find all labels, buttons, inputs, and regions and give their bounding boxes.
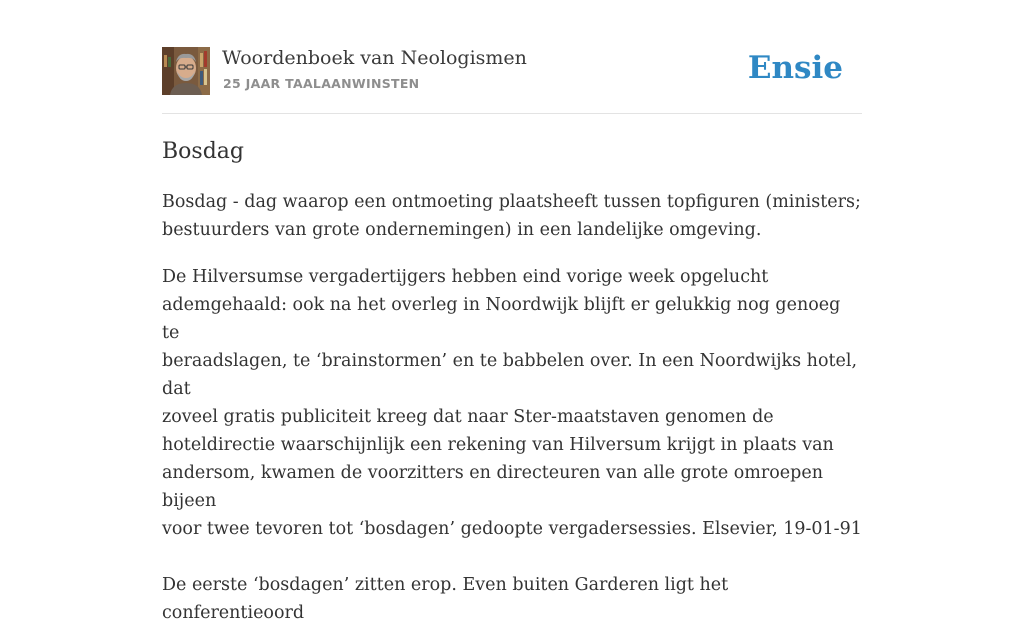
quote-paragraph [162, 571, 862, 627]
text-line: De eerste ‘bosdagen’ zitten erop. Even buiten Garderen ligt het conferentieoord [162, 575, 729, 623]
quote-paragraph [162, 263, 862, 543]
ensie-logo[interactable]: Ensie [747, 50, 843, 86]
entry-article [162, 136, 862, 627]
text-line: voor twee tevoren tot ‘bosdagen’ gedoopte vergadersessies. Elsevier, 19-01-91 [162, 519, 862, 539]
text-line: andersom, kwamen de voorzitters en directeuren van alle grote omroepen bijeen [162, 463, 823, 511]
definition-paragraph [162, 188, 862, 244]
text-line: zoveel gratis publiciteit kreeg dat naar Ster-maatstaven genomen de [162, 407, 774, 427]
text-line: De Hilversumse vergadertijgers hebben eind vorige week opgelucht [162, 267, 769, 287]
avatar[interactable] [162, 47, 210, 95]
text-line: ademgehaald: ook na het overleg in Noordwijk blijft er gelukkig nog genoeg te [162, 295, 841, 343]
text-line: hoteldirectie waarschijnlijk een rekening van Hilversum krijgt in plaats van [162, 435, 834, 455]
text-line: Bosdag - dag waarop een ontmoeting plaatsheeft tussen topfiguren (ministers; [162, 192, 861, 212]
site-subtitle: 25 JAAR TAALAANWINSTEN [223, 76, 420, 91]
text-line: beraadslagen, te ‘brainstormen’ en te babbelen over. In een Noordwijks hotel, dat [162, 351, 858, 399]
site-header [162, 46, 862, 96]
text-line: bestuurders van grote ondernemingen) in een landelijke omgeving. [162, 220, 762, 240]
author-portrait-icon [162, 47, 210, 95]
entry-title: Bosdag [162, 139, 244, 164]
header-divider [162, 113, 862, 114]
site-title[interactable]: Woordenboek van Neologismen [222, 47, 527, 69]
